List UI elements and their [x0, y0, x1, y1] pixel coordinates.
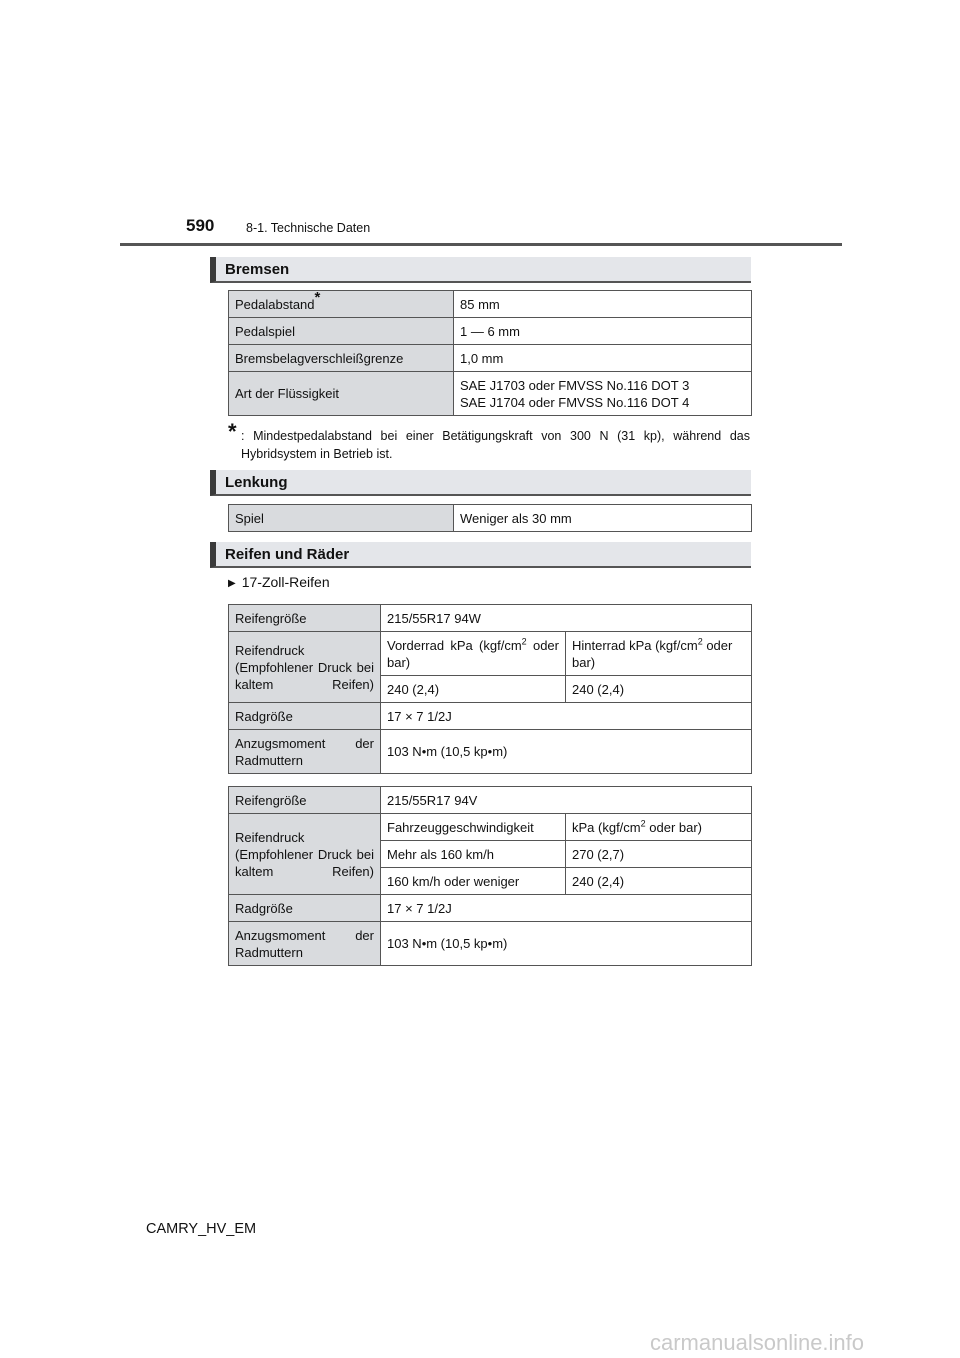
steering-heading-text: Lenkung: [225, 474, 288, 491]
triangle-right-icon: ▶: [228, 578, 236, 589]
watermark: carmanualsonline.info: [650, 1330, 865, 1355]
table-row: [229, 291, 752, 318]
rear-pressure-value: 240 (2,4): [566, 676, 752, 703]
table-row: [229, 814, 752, 841]
front-pressure-value: 240 (2,4): [381, 676, 566, 703]
steering-heading: [210, 470, 751, 496]
torque-label: Anzugsmoment der Radmuttern: [229, 730, 381, 774]
table-row: [229, 922, 752, 966]
table-row: [229, 730, 752, 774]
fluid-type-value: SAE J1703 oder FMVSS No.116 DOT 3 SAE J1704 oder FMVSS No.116 DOT 4: [454, 372, 752, 416]
wheels-heading-text: Reifen und Räder: [225, 546, 350, 563]
table-row: [229, 632, 752, 676]
footnote-text: : Mindestpedalabstand bei einer Betätigungskraft von 300 N (31 kp), während das Hybridsystem in Betrieb ist.: [241, 429, 750, 461]
tire-size-label: Reifengröße: [229, 787, 381, 814]
table-row: [229, 787, 752, 814]
header-rule: [120, 243, 842, 246]
pedal-play-label: Pedalspiel: [229, 318, 454, 345]
pressure-header: kPa ($kgf/cm^2$ oder bar): [566, 814, 752, 841]
brakes-heading-text: Bremsen: [225, 261, 290, 278]
fluid-type-label: Art der Flüssigkeit: [229, 372, 454, 416]
tire-size-value: 215/55R17 94W: [381, 605, 752, 632]
steering-play-value: Weniger als 30 mm: [454, 505, 752, 532]
tire-size-label: Reifengröße: [229, 605, 381, 632]
tire-pressure-label: Reifendruck (Empfohlener Druck bei kaltem Reifen): [229, 814, 381, 895]
speed-value: 160 km/h oder weniger: [381, 868, 566, 895]
tire-table-94w: [228, 604, 752, 774]
pressure-value: 270 (2,7): [566, 841, 752, 868]
table-row: [229, 703, 752, 730]
speed-value: Mehr als 160 km/h: [381, 841, 566, 868]
footnote-star: *: [314, 289, 321, 307]
torque-value: 103 N•m (10,5 kp•m): [381, 922, 752, 966]
table-row: [229, 605, 752, 632]
pad-wear-label: Bremsbelagverschleißgrenze: [229, 345, 454, 372]
pressure-value: 240 (2,4): [566, 868, 752, 895]
tire-pressure-label: Reifendruck (Empfohlener Druck bei kaltem Reifen): [229, 632, 381, 703]
steering-table: [228, 504, 752, 532]
pad-wear-value: 1,0 mm: [454, 345, 752, 372]
rim-size-label: Radgröße: [229, 703, 381, 730]
footnote-mark: *: [228, 419, 237, 444]
tire-size-value: 215/55R17 94V: [381, 787, 752, 814]
rear-wheel-header: Hinterrad kPa ($kgf/cm^2$ oder bar): [566, 632, 752, 676]
table-row: [229, 372, 752, 416]
steering-play-label: Spiel: [229, 505, 454, 532]
table-row: [229, 318, 752, 345]
table-row: [229, 895, 752, 922]
brakes-footnote: [228, 419, 750, 463]
pedal-distance-value: 85 mm: [454, 291, 752, 318]
brakes-heading: [210, 257, 751, 283]
table-row: [229, 505, 752, 532]
rim-size-label: Radgröße: [229, 895, 381, 922]
tire-size-bullet: ▶ 17-Zoll-Reifen: [228, 574, 330, 590]
brakes-table: [228, 290, 752, 416]
rim-size-value: 17 × 7 1/2J: [381, 703, 752, 730]
footer-manual-code: CAMRY_HV_EM: [146, 1221, 257, 1237]
torque-label: Anzugsmoment der Radmuttern: [229, 922, 381, 966]
wheels-heading: [210, 542, 751, 568]
front-wheel-header: Vorderrad kPa ($kgf/cm^2$ oder bar): [381, 632, 566, 676]
tire-table-94v: [228, 786, 752, 966]
torque-value: 103 N•m (10,5 kp•m): [381, 730, 752, 774]
table-row: [229, 345, 752, 372]
page-number: 590: [186, 216, 215, 235]
rim-size-value: 17 × 7 1/2J: [381, 895, 752, 922]
vehicle-speed-header: Fahrzeuggeschwindigkeit: [381, 814, 566, 841]
pedal-play-value: 1 — 6 mm: [454, 318, 752, 345]
pedal-distance-label: Pedalabstand*: [229, 291, 454, 318]
section-title: 8-1. Technische Daten: [246, 221, 371, 235]
